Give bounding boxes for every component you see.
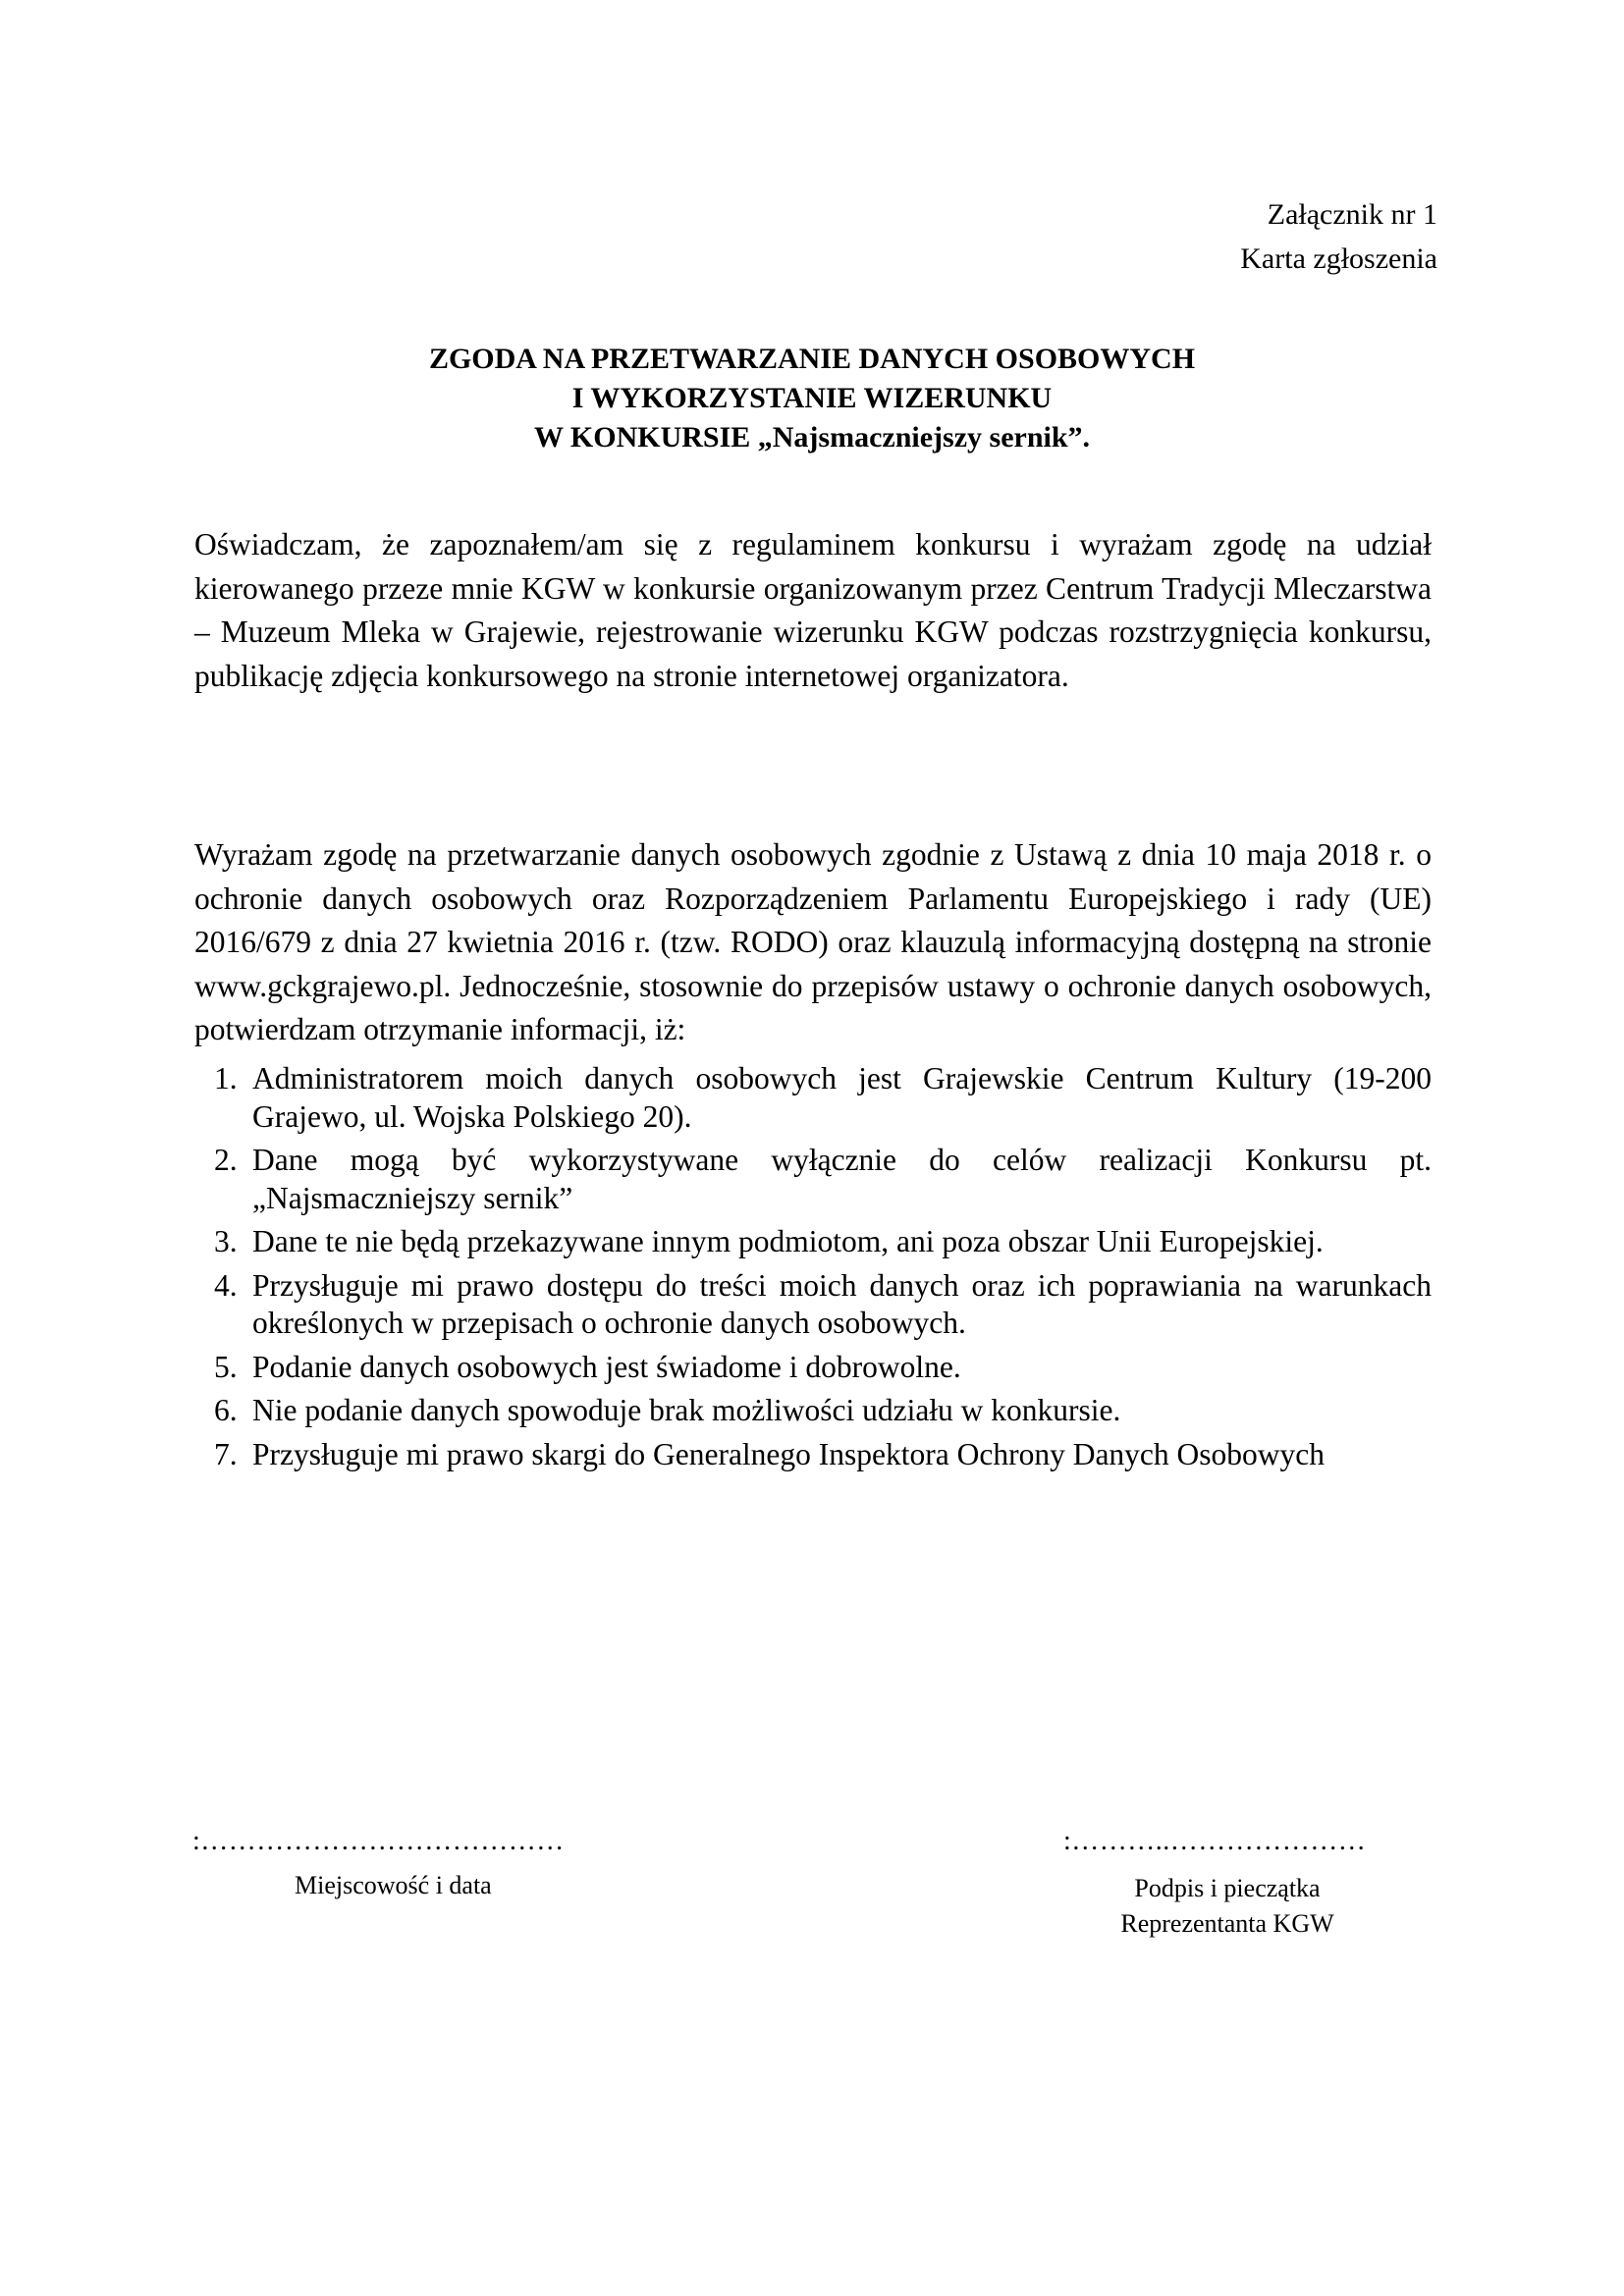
title-line-1: ZGODA NA PRZETWARZANIE DANYCH OSOBOWYCH [428,343,1196,375]
list-item [194,1267,1432,1343]
list-item [194,1349,1432,1387]
list-item-text: Przysługuje mi prawo dostępu do treści moich danych oraz ich poprawiania na warunkach określonych w przepisach o ochronie danych osobowych. [252,1267,1432,1340]
list-item [194,1392,1432,1430]
list-item-number: 2. [214,1143,238,1177]
list-item-text: Nie podanie danych spowoduje brak możliwości udziału w konkursie. [252,1393,1121,1427]
signature-stamp-label [1090,1871,1365,1942]
list-item-number: 3. [214,1224,238,1258]
list-item [194,1142,1432,1217]
list-item-number: 1. [214,1061,238,1095]
list-item-text: Dane te nie będą przekazywane innym podmiotom, ani poza obszar Unii Europejskiej. [252,1224,1324,1258]
consent-paragraph: Oświadczam, że zapoznałem/am się z regulaminem konkursu i wyrażam zgodę na udział kierowanego przeze mnie KGW w konkursie organizowanym przez Centrum Tradycji Mleczarstwa – Muzeum Mleka w Grajewie, rejestrowanie wizerunku KGW podczas rozstrzygnięcia konkursu, publikację zdjęcia konkursowego na stronie internetowej organizatora. [194,527,1432,693]
list-item-text: Przysługuje mi prawo skargi do Generalnego Inspektora Ochrony Danych Osobowych [252,1436,1326,1471]
signature-label-line-1: Podpis i pieczątka [1134,1874,1321,1902]
list-item-text: Podanie danych osobowych jest świadome i dobrowolne. [252,1349,961,1384]
place-date-label: Miejscowość i data [295,1871,492,1899]
list-item [194,1223,1432,1261]
title-line-3: W KONKURSIE „Najsmaczniejszy sernik”. [533,421,1091,454]
information-list [194,1060,1432,1479]
list-item-number: 5. [214,1349,238,1384]
place-date-signature-line: :………………………………… [192,1826,565,1856]
list-item-number: 4. [214,1267,238,1303]
signature-label-line-2: Reprezentanta KGW [1120,1909,1334,1938]
list-item-text: Administratorem moich danych osobowych jest Grajewskie Centrum Kultury (19-200 Grajewo, ul. Wojska Polskiego 20). [252,1061,1432,1134]
annex-number: Załącznik nr 1 [1267,198,1437,231]
list-item-number: 6. [214,1393,238,1427]
list-item-text: Dane mogą być wykorzystywane wyłącznie do celów realizacji Konkursu pt. „Najsmaczniejszy sernik” [252,1143,1432,1215]
data-processing-paragraph: Wyrażam zgodę na przetwarzanie danych osobowych zgodnie z Ustawą z dnia 10 maja 2018 r. o ochronie danych osobowych oraz Rozporządzeniem Parlamentu Europejskiego i rady (UE) 2016/679 z dnia 27 kwietnia 2016 r. (tzw. RODO) oraz klauzulą informacyjną dostępną na stronie www.gckgrajewo.pl. Jednocześnie, stosownie do przepisów ustawy o ochronie danych osobowych, potwierdzam otrzymanie informacji, iż: [194,837,1432,1046]
document-title [192,340,1432,457]
title-line-2: I WYKORZYSTANIE WIZERUNKU [571,382,1053,414]
list-item [194,1436,1432,1474]
signature-stamp-line: :………..………………… [1063,1826,1367,1856]
list-item [194,1060,1432,1136]
annex-subtitle: Karta zgłoszenia [1240,242,1437,275]
list-item-number: 7. [214,1436,238,1471]
annex-header [1240,192,1437,281]
